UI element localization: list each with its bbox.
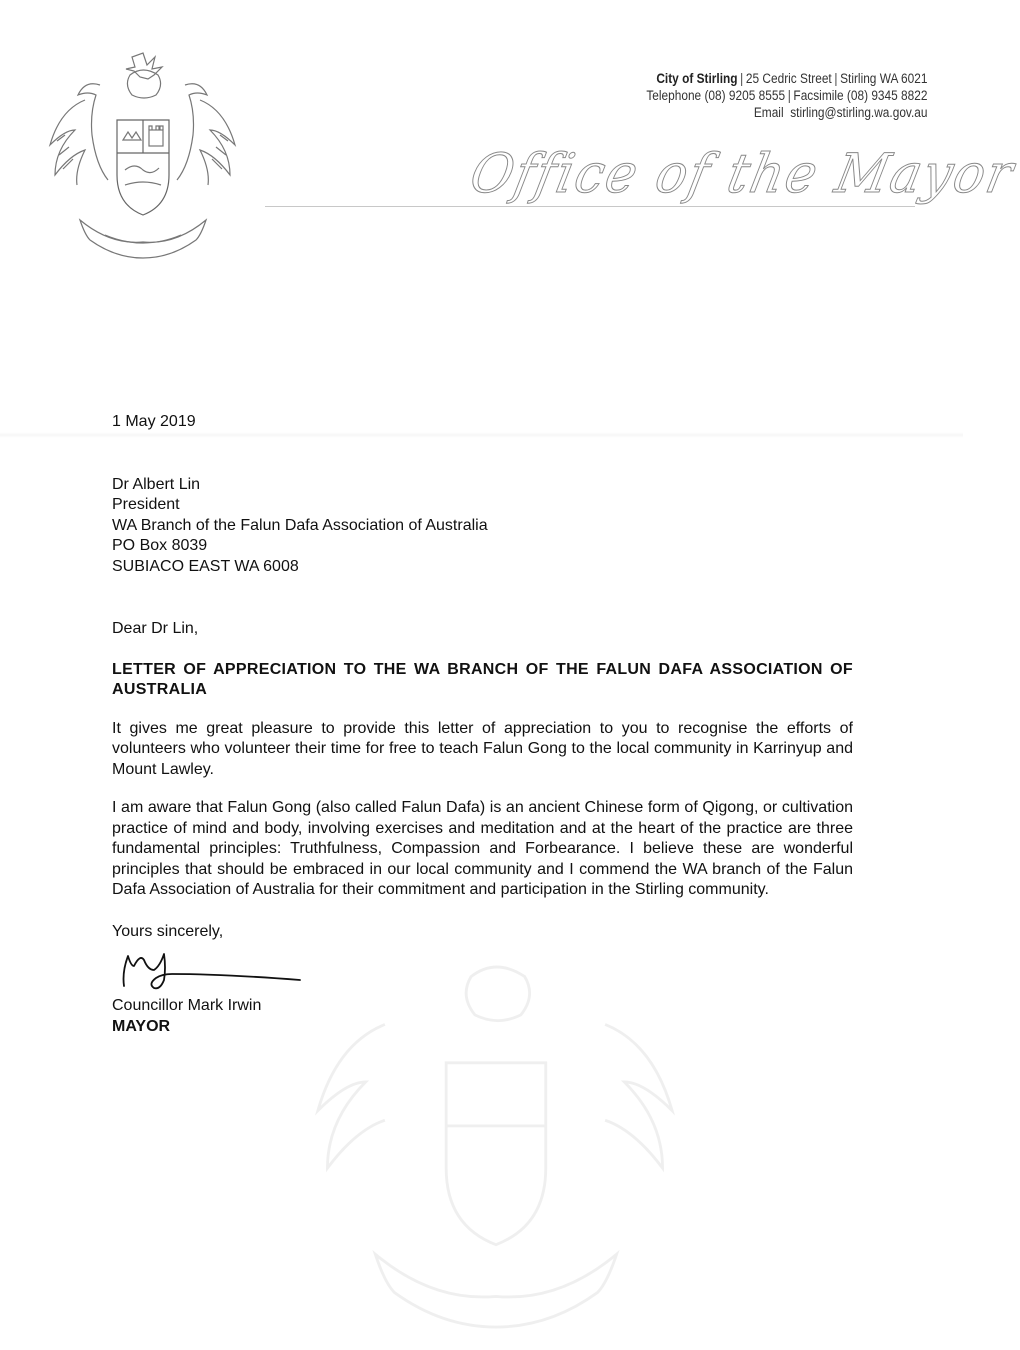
- facsimile: Facsimile (08) 9345 8822: [792, 88, 927, 103]
- letterhead-contact: [646, 70, 927, 121]
- recipient-address: [112, 475, 853, 578]
- letterhead-divider: [265, 206, 915, 207]
- recipient-po-box: PO Box 8039: [112, 537, 208, 554]
- contact-line-address: City of Stirling | 25 Cedric Street | Stirling WA 6021: [655, 71, 927, 86]
- letter-date: 1 May 2019: [112, 413, 196, 430]
- recipient-locality: SUBIACO EAST WA 6008: [112, 557, 299, 575]
- signer-name: Councillor Mark Irwin: [112, 997, 262, 1014]
- closing: Yours sincerely,: [112, 922, 224, 940]
- coat-of-arms-icon: [25, 45, 260, 260]
- body-paragraph: I am aware that Falun Gong (also called Falun Dafa) is an ancient Chinese form of Qigong, or cultivation practice of mind and body, involving exercises and meditation and at the heart of the practice are three fundamental principles: Truthfulness, Compassion and Forbearance. I believe these are wonderful principles that should be embraced in our local community and I commend the WA branch of the Falun Dafa Association of Australia for their commitment and participation in the Stirling community.: [112, 799, 853, 898]
- body-paragraph: It gives me great pleasure to provide this letter of appreciation to you to recognise the efforts of volunteers who volunteer their time for free to teach Falun Gong to the local community in Karrinyup and Mount Lawley.: [112, 719, 853, 778]
- telephone: Telephone (08) 9205 8555: [645, 88, 785, 103]
- letter-subject: LETTER OF APPRECIATION TO THE WA BRANCH OF THE FALUN DAFA ASSOCIATION OF AUSTRALIA: [112, 660, 853, 698]
- signer-title: MAYOR: [112, 1017, 171, 1035]
- contact-line-email: [646, 104, 927, 121]
- street-address: 25 Cedric Street: [745, 71, 832, 86]
- recipient-organization: WA Branch of the Falun Dafa Association of Australia: [112, 516, 488, 534]
- office-title: Office of the Mayor: [465, 142, 1020, 205]
- signature-icon: [112, 946, 312, 996]
- salutation: Dear Dr Lin,: [112, 620, 199, 637]
- organization-name: City of Stirling: [655, 71, 738, 86]
- recipient-title: President: [112, 496, 180, 513]
- letter-body: [112, 412, 853, 1037]
- locality: Stirling WA 6021: [839, 71, 927, 86]
- recipient-name: Dr Albert Lin: [112, 475, 201, 493]
- email-label: Email: [753, 105, 784, 120]
- contact-line-phone: Telephone (08) 9205 8555 | Facsimile (08) 9345 8822: [645, 88, 927, 103]
- email-address: stirling@stirling.wa.gov.au: [789, 105, 927, 120]
